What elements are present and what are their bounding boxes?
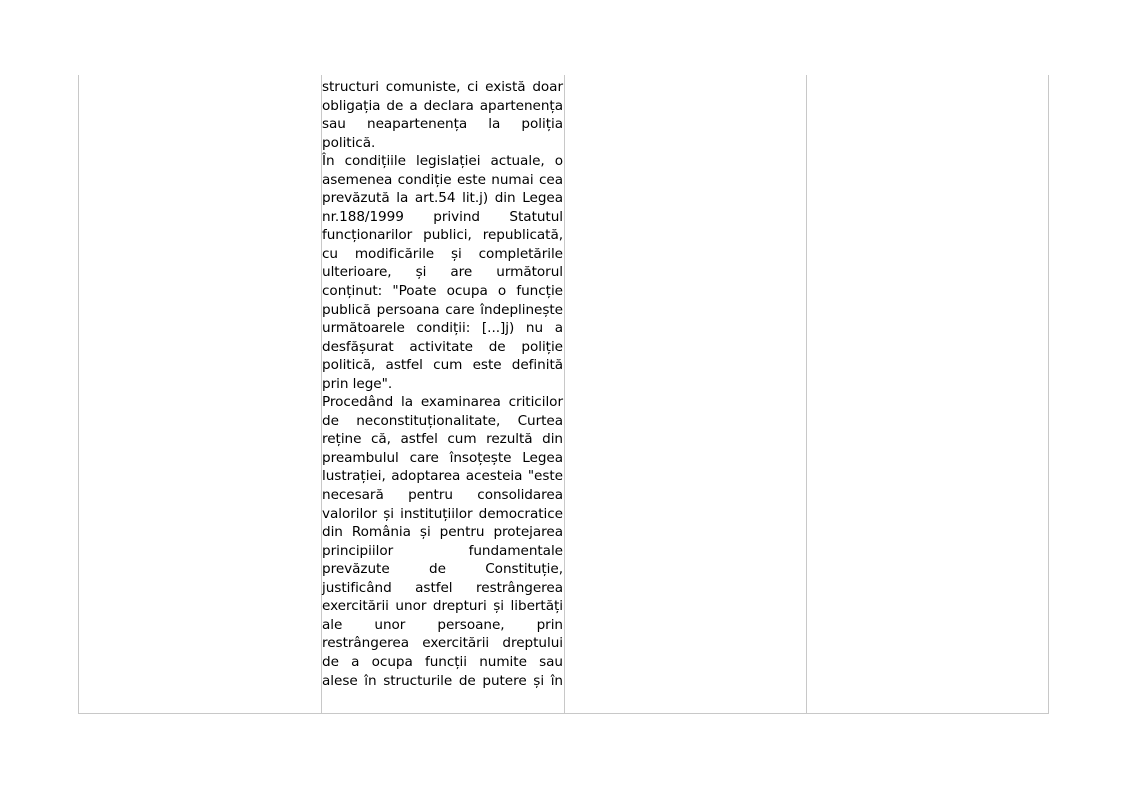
paragraph-1: structuri comuniste, ci există doar obligația de a declara apartenența sau neapartenența la poliția politică. — [322, 79, 563, 151]
table-cell-column-2 — [322, 78, 563, 690]
paragraph-2: În condițiile legislației actuale, o asemenea condiție este numai cea prevăzută la art.54 lit.j) din Legea nr.188/1999 privind Statutul funcționarilor publici, republicată, cu modificările și completările ulterioare, și are următorul conținut: "Poate ocupa o funcție publică persoana care îndeplinește următoarele condiții: [...]j) nu a desfășurat activitate de poliție politică, astfel cum este definită prin lege". — [322, 153, 563, 392]
column-divider-2 — [564, 75, 565, 713]
table-frame — [78, 75, 1049, 714]
column-divider-3 — [806, 75, 807, 713]
paragraph-3: Procedând la examinarea criticilor de neconstituționalitate, Curtea reține că, astfel cum rezultă din preambulul care însoțește Legea lustrației, adoptarea acesteia "este necesară pentru consolidarea valorilor și instituțiilor democratice din România și pentru protejarea principiilor fundamentale prevăzute de Constituție, justificând astfel restrângerea exercitării unor drepturi și libertăți ale unor persoane, prin restrângerea exercitării dreptului de a ocupa funcții numite sau alese în structurile de putere și în — [322, 394, 563, 689]
